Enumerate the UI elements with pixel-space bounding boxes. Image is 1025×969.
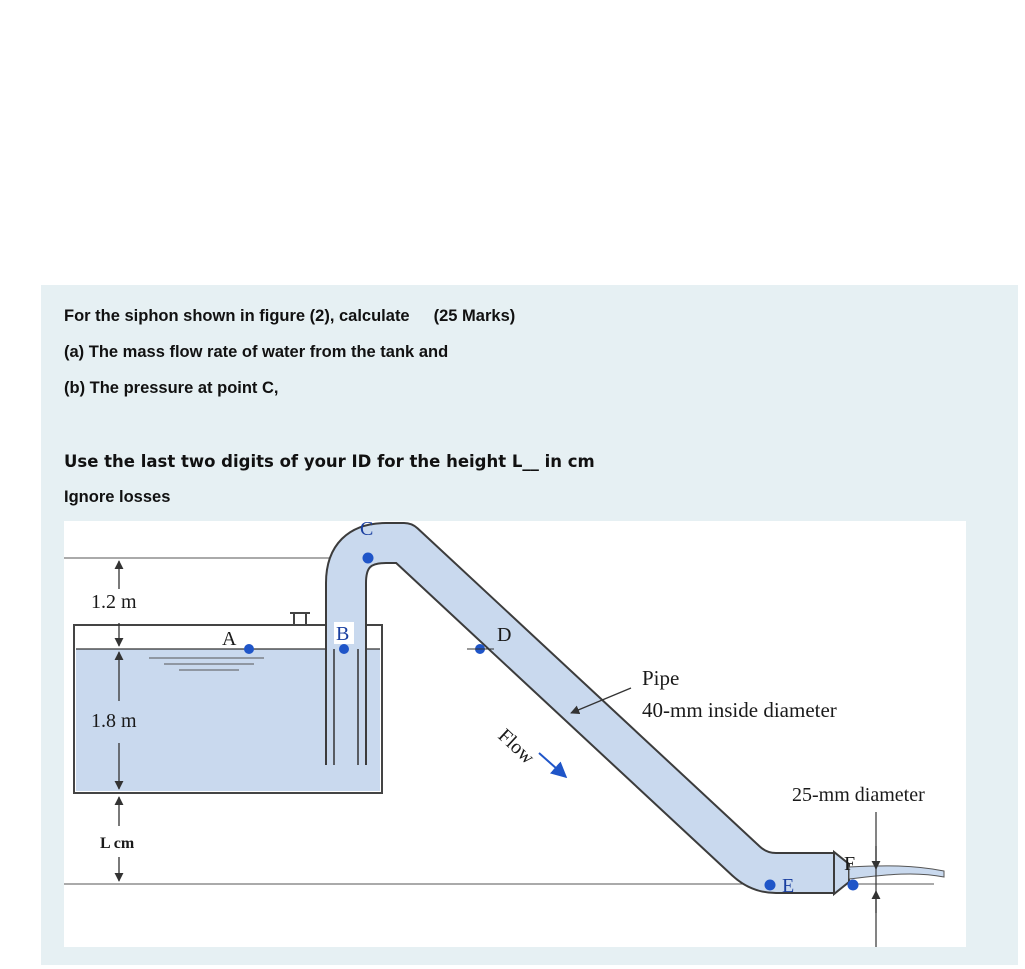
- point-f-marker: [848, 880, 859, 891]
- marks-label: (25 Marks): [433, 307, 516, 325]
- tank-vent-cap: [290, 613, 310, 625]
- pipe-label: Pipe: [642, 666, 680, 690]
- siphon-figure: [64, 521, 966, 947]
- water-jet: [849, 866, 944, 879]
- point-c-label: C: [360, 521, 374, 540]
- point-b-label: B: [336, 623, 350, 645]
- point-e-label: E: [782, 875, 795, 897]
- question-line-1: [64, 307, 515, 326]
- dim-top-label: 1.2 m: [91, 591, 137, 613]
- point-e-marker: [765, 880, 776, 891]
- pipe-diameter-label: 40-mm inside diameter: [642, 698, 837, 722]
- flow-arrow: [539, 753, 566, 777]
- question-part-a: (a) The mass flow rate of water from the tank and: [64, 343, 449, 361]
- question-part-b: (b) The pressure at point C,: [64, 379, 279, 397]
- point-d-label: D: [497, 624, 512, 646]
- question-intro: For the siphon shown in figure (2), calculate: [64, 307, 410, 325]
- point-b-marker: [339, 644, 349, 654]
- instruction-text: Use the last two digits of your ID for the height L__ in cm: [64, 452, 595, 471]
- siphon-diagram: [64, 521, 966, 947]
- point-a-marker: [244, 644, 254, 654]
- flow-label: Flow: [493, 724, 539, 769]
- point-a-label: A: [222, 628, 237, 650]
- dim-bottom-label: L cm: [100, 835, 135, 852]
- point-f-label: F: [844, 853, 856, 875]
- note-text: Ignore losses: [64, 488, 171, 506]
- point-c-marker: [363, 553, 374, 564]
- dim-mid-label: 1.8 m: [91, 710, 137, 732]
- nozzle-diameter-label: 25-mm diameter: [792, 784, 925, 806]
